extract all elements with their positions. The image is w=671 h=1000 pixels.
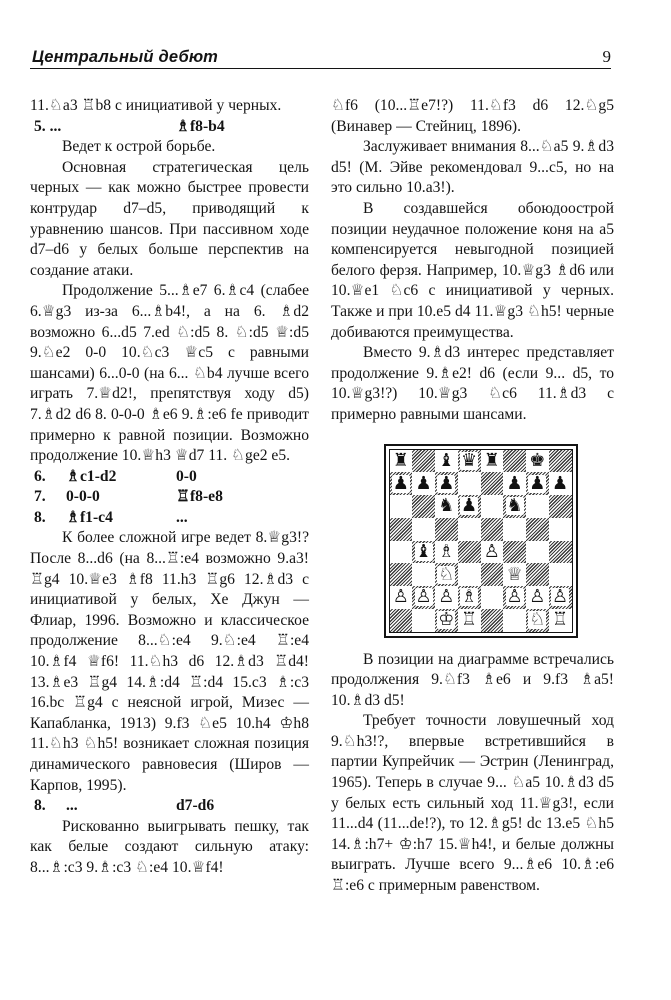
move-num: 8. xyxy=(34,508,46,526)
board-square xyxy=(481,541,504,564)
board-square xyxy=(390,563,413,586)
chess-piece-icon: ♙ xyxy=(506,586,523,608)
left-column xyxy=(30,96,309,879)
paragraph: 11.♘a3 ♖b8 с инициативой у черных. xyxy=(30,97,282,114)
chess-piece-icon: ♙ xyxy=(529,586,546,608)
page-number: 9 xyxy=(602,47,611,66)
chapter-title: Центральный дебют xyxy=(32,48,218,66)
chess-piece-icon: ♟ xyxy=(438,472,455,494)
board-square xyxy=(412,609,435,632)
chess-board xyxy=(390,450,572,632)
board-square xyxy=(412,541,435,564)
board-square xyxy=(481,450,504,473)
right-column-bottom xyxy=(331,650,614,897)
board-square xyxy=(549,563,572,586)
paragraph: ♘f6 (10...♖e7!?) 11.♘f3 d6 12.♘g5 (Винавер — Стейниц, 1896). xyxy=(331,97,614,135)
board-square xyxy=(390,586,413,609)
board-square xyxy=(549,541,572,564)
board-square xyxy=(412,518,435,541)
chess-piece-icon: ♟ xyxy=(552,472,569,494)
board-square xyxy=(503,495,526,518)
chess-diagram xyxy=(384,444,578,638)
move-line xyxy=(30,487,309,508)
chess-piece-icon: ♔ xyxy=(438,609,455,631)
board-square xyxy=(549,472,572,495)
board-square xyxy=(458,518,481,541)
move-black: ♗f8-b4 xyxy=(176,117,225,135)
board-square xyxy=(412,495,435,518)
move-num: 6. xyxy=(34,467,46,485)
move-white: 0-0-0 xyxy=(66,488,100,506)
board-square xyxy=(481,495,504,518)
chess-piece-icon: ♘ xyxy=(529,609,546,631)
running-header xyxy=(30,44,611,69)
chess-piece-icon: ♙ xyxy=(415,586,432,608)
chess-piece-icon: ♚ xyxy=(529,449,546,471)
chess-piece-icon: ♜ xyxy=(483,449,500,471)
chess-piece-icon: ♟ xyxy=(506,472,523,494)
chess-piece-icon: ♖ xyxy=(461,609,478,631)
board-square xyxy=(549,495,572,518)
chess-piece-icon: ♝ xyxy=(415,540,432,562)
chess-piece-icon: ♘ xyxy=(438,563,455,585)
board-square xyxy=(435,495,458,518)
board-square xyxy=(390,541,413,564)
board-square xyxy=(458,495,481,518)
board-square xyxy=(526,472,549,495)
move-white: ♗f1-c4 xyxy=(66,508,113,526)
board-square xyxy=(435,450,458,473)
board-square xyxy=(526,518,549,541)
board-square xyxy=(503,518,526,541)
board-square xyxy=(435,472,458,495)
board-square xyxy=(503,541,526,564)
paragraph: Продолжение 5...♗e7 6.♗c4 (слабее 6.♕g3 из-за 6...♗b4!, а на 6. ♗d2 возможно 6...d5 7.ed ♘:d5 8. ♘:d5 ♕:d5 9.♘e2 0-0 10.♘c3 ♕c5 с равными шансами) 6...0-0 (на 6... ♘b4 лучше всего играть 7.♕d2!, препятствуя ходу d5) 7.♗d2 d6 8. 0-0-0 ♗e6 9.♗:e6 fe приводит примерно к равной позиции. Возможно продолжение 10.♕h3 ♕d7 11. ♘ge2 e5. xyxy=(30,282,309,465)
chess-piece-icon: ♙ xyxy=(392,586,409,608)
board-square xyxy=(390,450,413,473)
move-num: 7. xyxy=(34,488,46,506)
board-square xyxy=(412,472,435,495)
board-square xyxy=(458,609,481,632)
board-square xyxy=(458,541,481,564)
paragraph: Рискованно выигрывать пешку, так как белые создают сильную атаку: 8...♗:c3 9.♗:c3 ♘:e4 10.♕f4! xyxy=(30,817,309,876)
chess-piece-icon: ♙ xyxy=(438,586,455,608)
move-black: d7-d6 xyxy=(176,797,215,815)
move-num: 8. xyxy=(34,797,46,815)
board-square xyxy=(481,472,504,495)
board-square xyxy=(526,609,549,632)
board-square xyxy=(549,450,572,473)
board-square xyxy=(435,518,458,541)
board-square xyxy=(526,563,549,586)
paragraph: В позиции на диаграмме встречались продолжения 9.♘f3 ♗e6 и 9.f3 ♗a5! 10.♗d3 d5! xyxy=(331,650,614,709)
board-square xyxy=(435,541,458,564)
move-line xyxy=(30,508,309,529)
board-square xyxy=(412,563,435,586)
board-square xyxy=(526,450,549,473)
chess-piece-icon: ♗ xyxy=(438,540,455,562)
board-square xyxy=(412,586,435,609)
move-line xyxy=(30,117,309,138)
move-white: ♗c1-d2 xyxy=(66,467,117,485)
board-square xyxy=(481,609,504,632)
board-square xyxy=(526,541,549,564)
board-square xyxy=(458,563,481,586)
board-square xyxy=(390,495,413,518)
paragraph: Вместо 9.♗d3 интерес представляет продолжение 9.♗e2! d6 (если 9... d5, то 10.♕g3!?) 10.♕g3 ♘c6 11.♗d3 с примерно равными шансами. xyxy=(331,344,614,423)
board-square xyxy=(481,563,504,586)
move-num: 5. ... xyxy=(34,117,62,135)
paragraph: К более сложной игре ведет 8.♕g3!? После 8...d6 (на 8...♖:e4 возможно 9.a3! ♖g4 10.♕e3 ♗f8 11.h3 ♖g6 12.♗d3 с инициативой у белых, Хе Джун — Флиар, 1996. Возможно и классическое продолжение 8...♘:e4 9.♘:e4 ♖:e4 10.♗f4 ♕f6! 11.♘h3 d6 12.♗d3 ♖d4! 13.♗e3 ♖g4 14.♗:d4 ♖:d4 15.c3 ♗:c3 16.bc ♖g4 с неясной игрой, Мизес — Капабланка, 1913) 9.f3 ♘e5 10.h4 ♔h8 11.♘h3 ♘h5! возникает сложная позиция динамического равновесия (Широв — Карпов, 1995). xyxy=(30,529,309,794)
board-square xyxy=(481,518,504,541)
board-square xyxy=(526,495,549,518)
paragraph: Требует точности ловушечный ход 9.♘h3!?, впервые встретившийся в партии Купрейчик — Эстрин (Ленинград, 1965). Теперь в случае 9... ♘a5 10.♗d3 d5 у белых есть сильный ход 11.♕g3!, если 11...d4 (11...de!?), то 12.♗g5! dc 13.e5 ♘h5 14.♗:h7+ ♔:h7 15.♕h4!, и белые должны выиграть. Лучше всего 9...♗e6 10.♗:e6 ♖:e6 с примерным равенством. xyxy=(331,712,614,895)
chess-piece-icon: ♞ xyxy=(438,495,455,517)
board-square xyxy=(503,609,526,632)
board-square xyxy=(458,586,481,609)
paragraph: Основная стратегическая цель черных — как можно быстрее провести контрудар d7–d5, приводящий к уравнению шансов. При пассивном ходе d7–d6 у белых больше перспектив на создание атаки. xyxy=(30,158,309,279)
board-square xyxy=(503,563,526,586)
board-square xyxy=(549,586,572,609)
chess-piece-icon: ♞ xyxy=(506,495,523,517)
board-square xyxy=(503,472,526,495)
chess-piece-icon: ♕ xyxy=(506,563,523,585)
chess-piece-icon: ♙ xyxy=(552,586,569,608)
board-square xyxy=(526,586,549,609)
move-black: ♖f8-e8 xyxy=(176,488,223,506)
chess-piece-icon: ♝ xyxy=(438,449,455,471)
chess-piece-icon: ♗ xyxy=(461,586,478,608)
chess-piece-icon: ♜ xyxy=(392,449,409,471)
board-square xyxy=(412,450,435,473)
move-line xyxy=(30,796,309,817)
board-square xyxy=(458,450,481,473)
move-black: 0-0 xyxy=(176,467,197,485)
move-white: ... xyxy=(66,797,78,815)
board-square xyxy=(458,472,481,495)
board-square xyxy=(503,586,526,609)
chess-piece-icon: ♟ xyxy=(415,472,432,494)
move-line xyxy=(30,467,309,488)
paragraph: В создавшейся обоюдоострой позиции неудачное положение коня на a5 компенсируется невыгодной позицией белого ферзя. Например, 10.♕g3 ♗d6 или 10.♕e1 ♘c6 с инициативой у черных. Также и при 10.e5 d4 11.♕g3 ♘h5! черные добиваются преимущества. xyxy=(331,199,614,341)
board-square xyxy=(549,518,572,541)
chess-piece-icon: ♟ xyxy=(461,495,478,517)
paragraph: Ведет к острой борьбе. xyxy=(62,138,216,156)
right-column-top xyxy=(331,96,614,426)
board-square xyxy=(390,518,413,541)
chess-piece-icon: ♛ xyxy=(461,449,478,471)
chess-piece-icon: ♙ xyxy=(483,540,500,562)
paragraph: Заслуживает внимания 8...♘a5 9.♗d3 d5! (М. Эйве рекомендовал 9...c5, но на это сильно 10.a3!). xyxy=(331,138,614,197)
board-square xyxy=(435,586,458,609)
chess-piece-icon: ♖ xyxy=(552,609,569,631)
chess-piece-icon: ♟ xyxy=(529,472,546,494)
board-square xyxy=(435,609,458,632)
chess-piece-icon: ♟ xyxy=(392,472,409,494)
board-square xyxy=(390,472,413,495)
move-black: ... xyxy=(176,508,188,526)
right-column xyxy=(331,96,614,897)
board-square xyxy=(503,450,526,473)
move-white xyxy=(66,117,176,138)
board-square xyxy=(481,586,504,609)
board-square xyxy=(549,609,572,632)
board-square xyxy=(390,609,413,632)
board-square xyxy=(435,563,458,586)
